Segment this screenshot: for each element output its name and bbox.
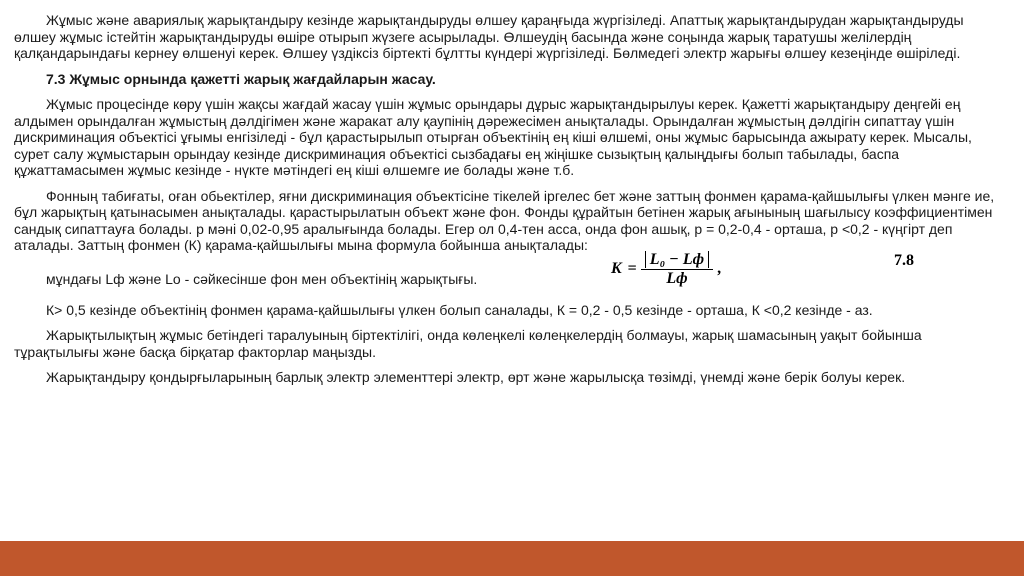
formula-abs: L₀ − Lф xyxy=(645,251,709,268)
equation-row xyxy=(14,250,1004,297)
paragraph-contrast-levels: К> 0,5 кезінде объектінің фонмен қарама-қайшылығы үлкен болып саналады, К = 0,2 - 0,5 кезінде - орташа, К <0,2 кезінде - аз. xyxy=(46,301,873,318)
contrast-formula xyxy=(611,245,721,295)
paragraph-uniformity: Жарықтылықтың жұмыс бетіндегі таралуының біртектілігі, онда көлеңкелі көлеңкелердің болмауы, жарық шамасының уақыт бойынша тұрақтылығы және басқа бірқатар факторлар маңызды. xyxy=(14,327,922,360)
paragraph-workplace-lighting: Жұмыс процесінде көру үшін жақсы жағдай жасау үшін жұмыс орындары дұрыс жарықтандырылуы керек. Қажетті жарықтандыру деңгейі ең алдымен орындалған жұмыстың дәлдігімен және жаракат алу қаупінің дәрежесімен анықталады. Орындалған жұмыстың дәлдігін сипаттау үшін дискриминация объектісі ұғымы енгізіледі - бұл қарастырылып отырған объектінің ең кіші өлшемі, оны жұмыс барысында ажырату керек. Мысалы, сурет салу жұмыстарын орындау кезінде дискриминация объектісі сызбадағы ең жіңішке сызықтың қалыңдығы болып табылады, баспа құжаттамасымен жұмыс кезінде - нүкте мәтіндегі ең кіші өлшемге ие болады және т.б. xyxy=(14,96,972,178)
section-heading: 7.3 Жұмыс орнында қажетті жарық жағдайларын жасау. xyxy=(46,70,436,87)
formula-numerator xyxy=(641,252,713,271)
paragraph-measurement: Жұмыс және авариялық жарықтандыру кезінде жарықтандыруды өлшеу қараңғыда жүргізіледі. Апаттық жарықтандырудан жарықтандыруды өлшеу жұмыс істейтін жарықтандыруды өшіре отырып жүзеге асырылады. Өлшеудің басында және соңында жарық таратушы желілердің қалқандарындағы кернеу өлшенуі керек. Өлшеу үздіксіз біртекті бұлтты күндері жүргізіледі. Бөлмедегі электр жарығы өлшеу кезеңінде өшіріледі. xyxy=(14,12,964,61)
paragraph-safety: Жарықтандыру қондырғыларының барлық электр элементтері электр, өрт және жарылысқа төзімді, үнемді және берік болуы керек. xyxy=(46,369,906,385)
document-body xyxy=(14,12,1004,395)
equation-number: 7.8 xyxy=(894,251,914,269)
formula-fraction xyxy=(641,252,713,288)
paragraph-background-contrast: Фонның табиғаты, оған обьектілер, яғни дискриминация объектісіне тікелей іргелес бет және заттың фонмен қарама-қайшылығы үлкен мәнге ие, бұл жарықтың қатынасымен анықталады. қарастырылатын объект және фон. Фонды құрайтын бетінен жарық ағынының шағылысу коэффициентімен сандық сипаттауға болады. р мәні 0,02-0,95 аралығында болады. Егер ол 0,4-тен асса, онда фон ашық, р = 0,2-0,4 - орташа, р <0,2 - күңгірт деп аталады. Заттың фонмен (К) қарама-қайшылығы мына формула бойынша анықталады: xyxy=(14,187,995,253)
formula-denominator: Lф xyxy=(666,270,688,287)
formula-comma: , xyxy=(717,260,722,278)
equation-description: мұндағы Lф және Lо - сәйкесінше фон мен объектінің жарықтығы. xyxy=(46,270,478,287)
footer-bar xyxy=(0,541,1024,576)
formula-lhs: K xyxy=(611,260,622,278)
formula-equals: = xyxy=(627,260,637,278)
